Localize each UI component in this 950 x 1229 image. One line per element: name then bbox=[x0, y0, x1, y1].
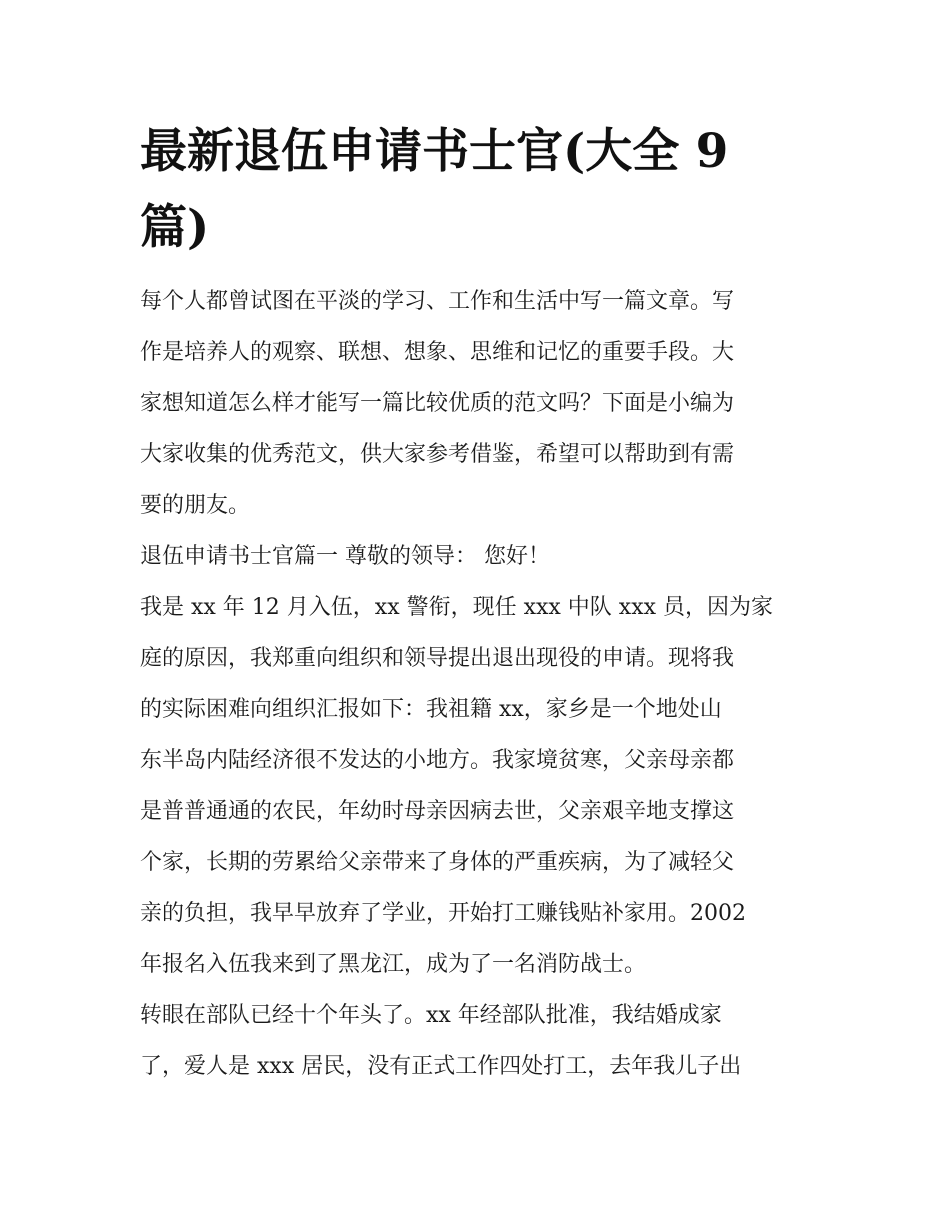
title-line-2: 篇) bbox=[140, 200, 210, 255]
text-line: 东半岛内陆经济很不发达的小地方。我家境贫寒，父亲母亲都 bbox=[140, 748, 735, 773]
text-line: 年报名入伍我来到了黑龙江，成为了一名消防战士。 bbox=[140, 952, 647, 977]
text-line: 作是培养人的观察、联想、想象、思维和记忆的重要手段。大 bbox=[140, 340, 735, 365]
text-line: 家想知道怎么样才能写一篇比较优质的范文吗？下面是小编为 bbox=[140, 391, 735, 416]
text-line: 的实际困难向组织汇报如下：我祖籍 xx，家乡是一个地处山 bbox=[140, 697, 722, 722]
text-line: 庭的原因，我郑重向组织和领导提出退出现役的申请。现将我 bbox=[140, 646, 735, 671]
document-body bbox=[140, 276, 812, 1092]
text-line: 要的朋友。 bbox=[140, 493, 251, 518]
text-line: 了，爱人是 xxx 居民，没有正式工作四处打工，去年我儿子出 bbox=[140, 1054, 742, 1079]
text-line: 转眼在部队已经十个年头了。xx 年经部队批准，我结婚成家 bbox=[140, 1003, 722, 1028]
title-line-1: 最新退伍申请书士官(大全 9 bbox=[140, 124, 729, 179]
text-line: 我是 xx 年 12 月入伍，xx 警衔，现任 xxx 中队 xxx 员，因为家 bbox=[140, 595, 774, 620]
text-line: 每个人都曾试图在平淡的学习、工作和生活中写一篇文章。写 bbox=[140, 289, 735, 314]
section-heading-line: 退伍申请书士官篇一 尊敬的领导： 您好！ bbox=[140, 544, 550, 569]
text-line: 亲的负担，我早早放弃了学业，开始打工赚钱贴补家用。2002 bbox=[140, 901, 746, 926]
document-title bbox=[140, 114, 780, 266]
text-line: 个家，长期的劳累给父亲带来了身体的严重疾病，为了减轻父 bbox=[140, 850, 735, 875]
text-line: 大家收集的优秀范文，供大家参考借鉴，希望可以帮助到有需 bbox=[140, 442, 735, 467]
text-line: 是普普通通的农民，年幼时母亲因病去世，父亲艰辛地支撑这 bbox=[140, 799, 735, 824]
